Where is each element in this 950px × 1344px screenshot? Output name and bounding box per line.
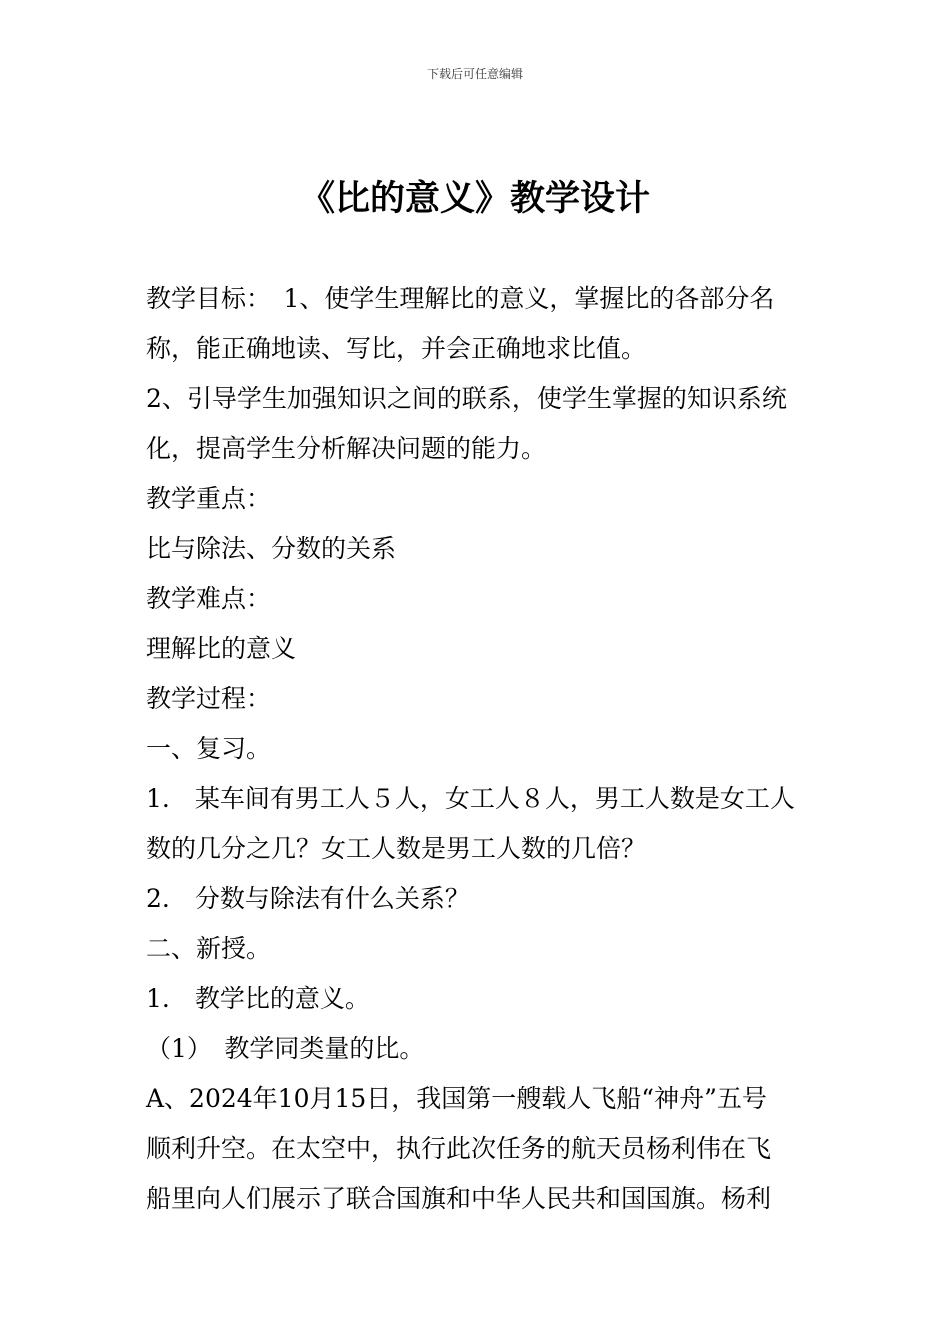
text-line: A、2024年10月15日，我国第一艘载人飞船“神舟”五号 [146,1084,767,1113]
text-line: 顺利升空。在太空中，执行此次任务的航天员杨利伟在飞 [146,1134,772,1163]
text-line: 教学目标： 1、使学生理解比的意义，掌握比的各部分名 [146,284,775,313]
section-heading: 教学难点： [146,584,272,613]
page-header-note: 下载后可任意编辑 [426,67,523,81]
text-line: 比与除法、分数的关系 [146,534,397,563]
text-line: 数的几分之几？女工人数是男工人数的几倍？ [146,834,647,863]
text-line: 2、引导学生加强知识之间的联系，使学生掌握的知识系统 [146,384,787,413]
text-line: 称，能正确地读、写比，并会正确地求比值。 [146,334,647,363]
document-body [146,274,810,1224]
text-line: 理解比的意义 [146,634,297,663]
section-heading: 二、新授。 [146,934,272,963]
text-line: 1. 教学比的意义。 [146,984,370,1013]
section-heading: 一、复习。 [146,734,272,763]
text-line: 船里向人们展示了联合国旗和中华人民共和国国旗。杨利 [146,1184,772,1213]
text-line: 1. 某车间有男工人５人，女工人８人，男工人数是女工人 [146,784,795,813]
document-title: 《比的意义》教学设计 [299,179,650,219]
section-heading: 教学重点： [146,484,272,513]
text-line: （1） 教学同类量的比。 [146,1034,425,1063]
text-line: 2. 分数与除法有什么关系？ [146,884,470,913]
section-heading: 教学过程： [146,684,272,713]
text-line: 化，提高学生分析解决问题的能力。 [146,434,547,463]
